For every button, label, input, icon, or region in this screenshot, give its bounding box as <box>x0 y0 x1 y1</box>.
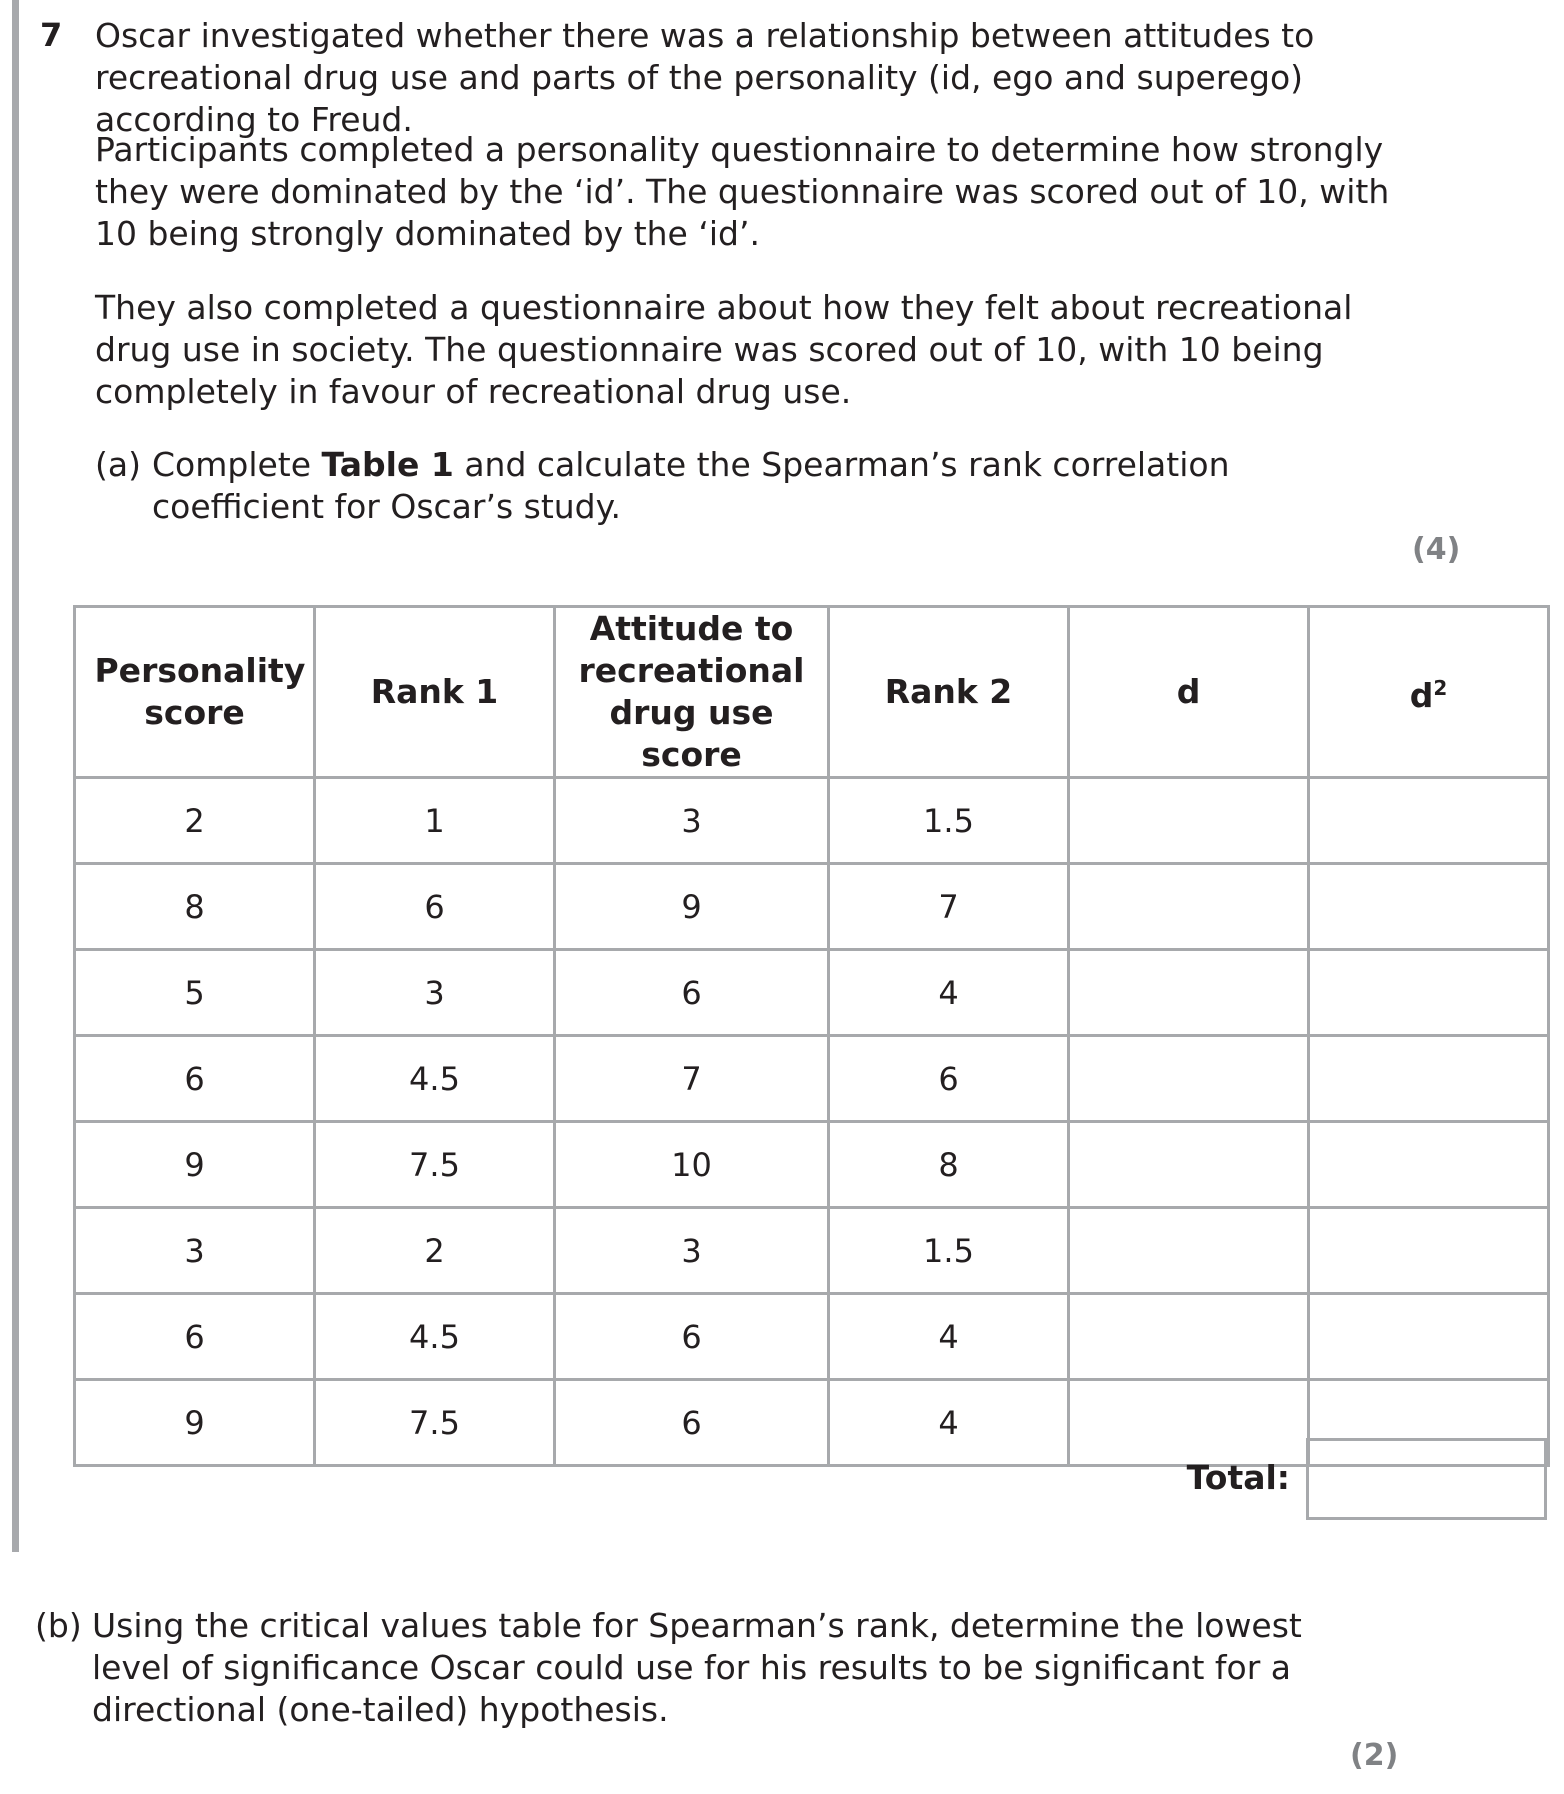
part-a-text <box>152 444 1395 528</box>
part-a-text-before: Complete <box>152 445 322 484</box>
cell-attitude-score: 6 <box>555 1294 829 1380</box>
cell-rank-1: 7.5 <box>315 1122 555 1208</box>
cell-rank-1: 3 <box>315 950 555 1036</box>
cell-personality-score: 6 <box>75 1294 315 1380</box>
cell-attitude-score: 6 <box>555 1380 829 1466</box>
header-rank-2: Rank 2 <box>829 607 1069 778</box>
cell-rank-2: 1.5 <box>829 1208 1069 1294</box>
cell-rank-1: 6 <box>315 864 555 950</box>
cell-attitude-score: 7 <box>555 1036 829 1122</box>
cell-attitude-score: 3 <box>555 778 829 864</box>
cell-personality-score: 9 <box>75 1122 315 1208</box>
cell-personality-score: 3 <box>75 1208 315 1294</box>
cell-attitude-score: 3 <box>555 1208 829 1294</box>
cell-rank-2: 7 <box>829 864 1069 950</box>
cell-d-squared-answer[interactable] <box>1309 864 1549 950</box>
cell-rank-2: 6 <box>829 1036 1069 1122</box>
header-rank-1: Rank 1 <box>315 607 555 778</box>
table-row <box>75 950 1549 1036</box>
cell-d-squared-answer[interactable] <box>1309 1036 1549 1122</box>
question-paragraph-1 <box>95 15 1425 141</box>
question-paragraph-2 <box>95 129 1425 255</box>
part-a-label: (a) <box>95 445 141 484</box>
header-attitude-score <box>555 607 829 778</box>
cell-attitude-score: 9 <box>555 864 829 950</box>
part-b-text: Using the critical values table for Spearman’s rank, determine the lowest level of significance Oscar could use for his results to be significant for a directional (one-tailed) hypothesis. <box>92 1606 1302 1729</box>
total-label: Total: <box>1186 1458 1290 1497</box>
table-1 <box>73 605 1550 1467</box>
cell-attitude-score: 6 <box>555 950 829 1036</box>
cell-d-squared-answer[interactable] <box>1309 950 1549 1036</box>
cell-rank-1: 4.5 <box>315 1036 555 1122</box>
d-squared-exponent: 2 <box>1433 676 1448 700</box>
cell-d-squared-answer[interactable] <box>1309 1122 1549 1208</box>
total-answer-box[interactable] <box>1306 1438 1547 1520</box>
table-row <box>75 864 1549 950</box>
cell-personality-score: 2 <box>75 778 315 864</box>
cell-d-squared-answer[interactable] <box>1309 1294 1549 1380</box>
cell-d-answer[interactable] <box>1069 864 1309 950</box>
cell-d-answer[interactable] <box>1069 950 1309 1036</box>
cell-rank-1: 1 <box>315 778 555 864</box>
table-row <box>75 1122 1549 1208</box>
part-b-label: (b) <box>35 1606 82 1645</box>
part-b-marks: (2) <box>1350 1738 1399 1773</box>
cell-rank-1: 4.5 <box>315 1294 555 1380</box>
question-number: 7 <box>40 16 63 54</box>
cell-rank-1: 7.5 <box>315 1380 555 1466</box>
cell-rank-2: 4 <box>829 1294 1069 1380</box>
header-attitude-label: Attitude to recreational drug use score <box>578 609 805 774</box>
cell-personality-score: 6 <box>75 1036 315 1122</box>
d-squared-base: d <box>1409 676 1434 715</box>
table-row <box>75 778 1549 864</box>
header-d: d <box>1069 607 1309 778</box>
table-row <box>75 1208 1549 1294</box>
table-reference: Table 1 <box>321 445 454 484</box>
table-row <box>75 1036 1549 1122</box>
cell-d-answer[interactable] <box>1069 778 1309 864</box>
header-personality-label: Personality score <box>94 651 306 732</box>
part-a-text-after: and calculate the Spearman’s rank correlation coefficient for Oscar’s study. <box>152 445 1230 526</box>
cell-d-squared-answer[interactable] <box>1309 778 1549 864</box>
cell-attitude-score: 10 <box>555 1122 829 1208</box>
cell-personality-score: 5 <box>75 950 315 1036</box>
paragraph-2-text: Participants completed a personality questionnaire to determine how strongly they were dominated by the ‘id’. The questionnaire was scored out of 10, with 10 being strongly dominated by the ‘id’. <box>95 130 1390 253</box>
cell-d-answer[interactable] <box>1069 1036 1309 1122</box>
cell-d-answer[interactable] <box>1069 1122 1309 1208</box>
cell-d-answer[interactable] <box>1069 1380 1309 1466</box>
paragraph-3-text: They also completed a questionnaire about how they felt about recreational drug use in society. The questionnaire was scored out of 10, with 10 being completely in favour of recreational drug use. <box>95 288 1353 411</box>
question-paragraph-3 <box>95 287 1425 413</box>
cell-d-answer[interactable] <box>1069 1294 1309 1380</box>
header-personality-score <box>75 607 315 778</box>
part-a-marks: (4) <box>1412 532 1461 567</box>
table-row <box>75 1294 1549 1380</box>
table-header-row <box>75 607 1549 778</box>
part-a <box>95 444 1395 528</box>
paragraph-1-text: Oscar investigated whether there was a relationship between attitudes to recreational drug use and parts of the personality (id, ego and superego) according to Freud. <box>95 16 1315 139</box>
cell-rank-2: 4 <box>829 1380 1069 1466</box>
cell-d-answer[interactable] <box>1069 1208 1309 1294</box>
cell-rank-2: 8 <box>829 1122 1069 1208</box>
margin-bar <box>12 0 19 1552</box>
cell-rank-2: 1.5 <box>829 778 1069 864</box>
cell-d-squared-answer[interactable] <box>1309 1208 1549 1294</box>
cell-personality-score: 9 <box>75 1380 315 1466</box>
cell-personality-score: 8 <box>75 864 315 950</box>
cell-rank-1: 2 <box>315 1208 555 1294</box>
cell-rank-2: 4 <box>829 950 1069 1036</box>
header-d-squared <box>1309 607 1549 778</box>
part-b <box>35 1605 1375 1731</box>
